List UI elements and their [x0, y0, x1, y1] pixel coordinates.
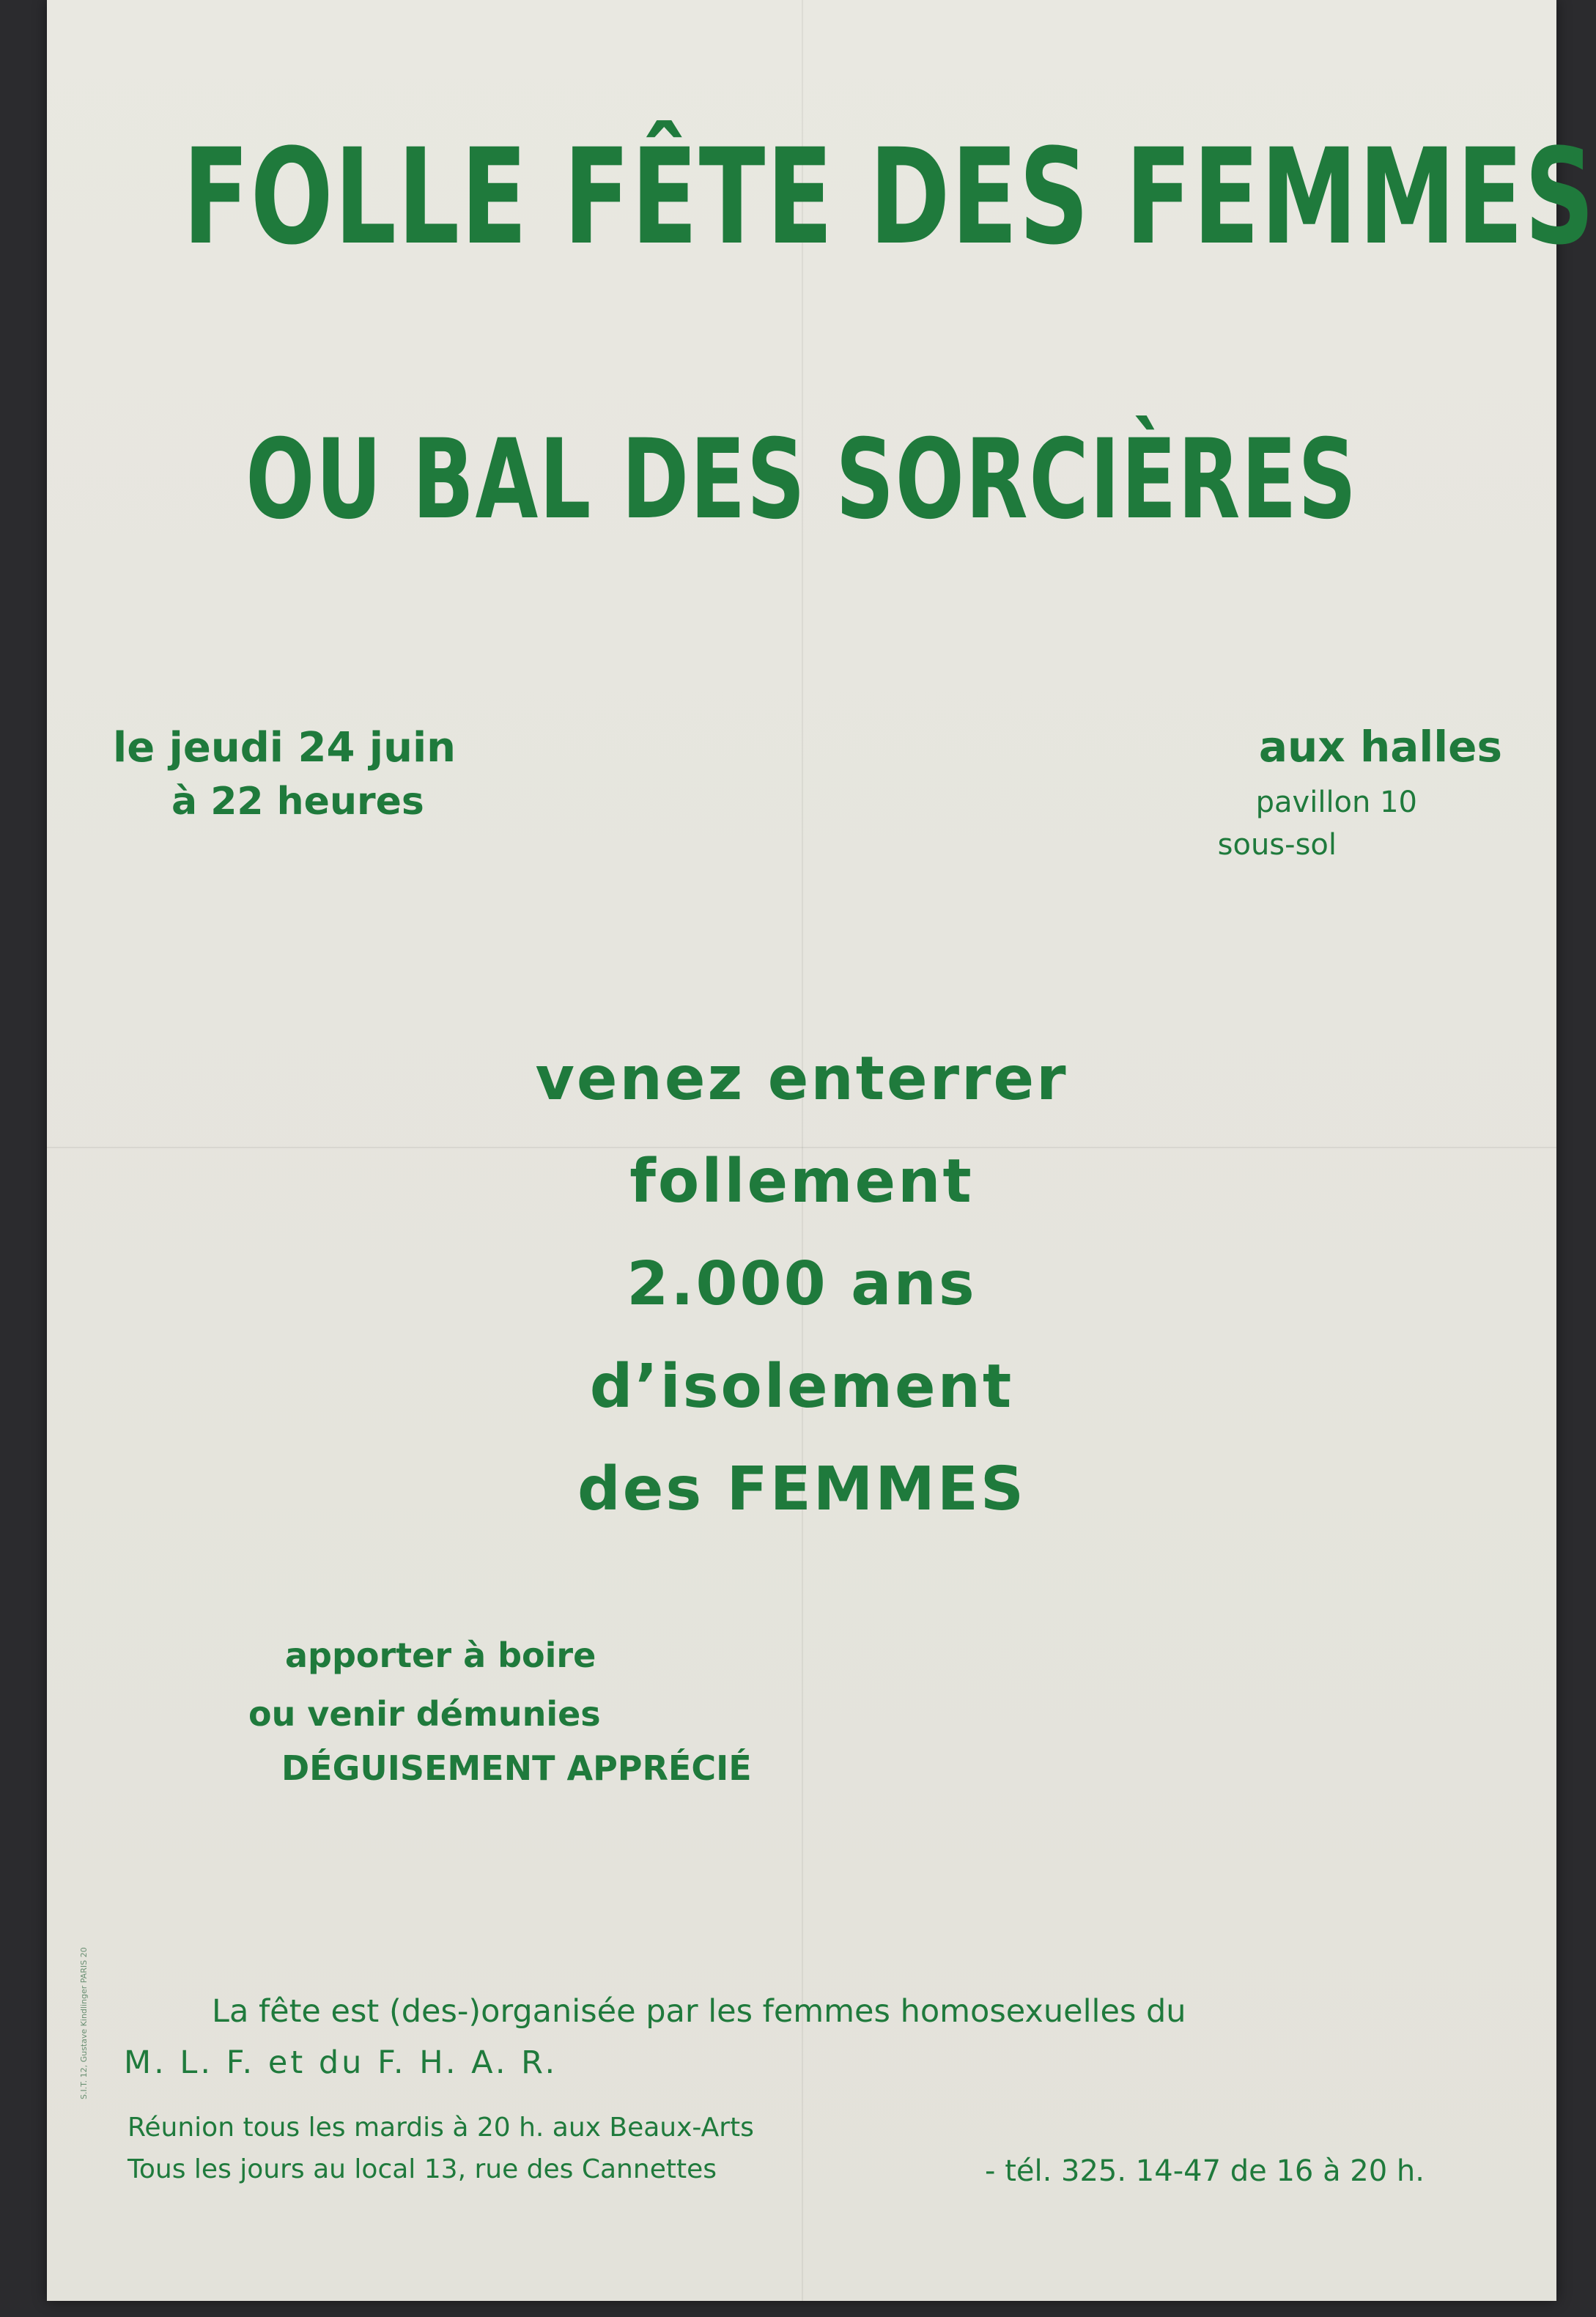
event-venue: aux halles	[1258, 722, 1502, 772]
event-time: à 22 heures	[171, 780, 424, 824]
note-drinks: apporter à boire	[285, 1636, 596, 1675]
poster-title-line1: FOLLE FÊTE DES FEMMES	[182, 121, 1596, 274]
slogan-line: d’isolement	[589, 1352, 1014, 1422]
printer-mark: S.I.T. 12, Gustave Kindlinger PARIS 20	[79, 1947, 89, 2099]
phone-info: - tél. 325. 14-47 de 16 à 20 h.	[985, 2154, 1425, 2188]
local-address: Tous les jours au local 13, rue des Cannettes	[128, 2154, 717, 2184]
poster	[47, 0, 1596, 2301]
organizer-groups: M. L. F. et du F. H. A. R.	[124, 2044, 558, 2081]
slogan-line: follement	[629, 1147, 974, 1216]
slogan-line: des FEMMES	[577, 1455, 1026, 1524]
event-pavilion: pavillon 10	[1255, 786, 1417, 819]
meeting-info: Réunion tous les mardis à 20 h. aux Beaux-Arts	[128, 2113, 754, 2143]
note-costume: DÉGUISEMENT APPRÉCIÉ	[281, 1748, 752, 1788]
slogan-line: 2.000 ans	[627, 1249, 977, 1319]
organizer-text: La fête est (des-)organisée par les femmes homosexuelles du	[212, 1993, 1186, 2030]
event-date: le jeudi 24 juin	[113, 724, 457, 772]
note-come-empty: ou venir démunies	[248, 1694, 601, 1734]
slogan-line: venez enterrer	[535, 1044, 1068, 1114]
poster-title-line2: OU BAL DES SORCIÈRES	[245, 416, 1358, 544]
event-floor: sous-sol	[1217, 828, 1337, 862]
